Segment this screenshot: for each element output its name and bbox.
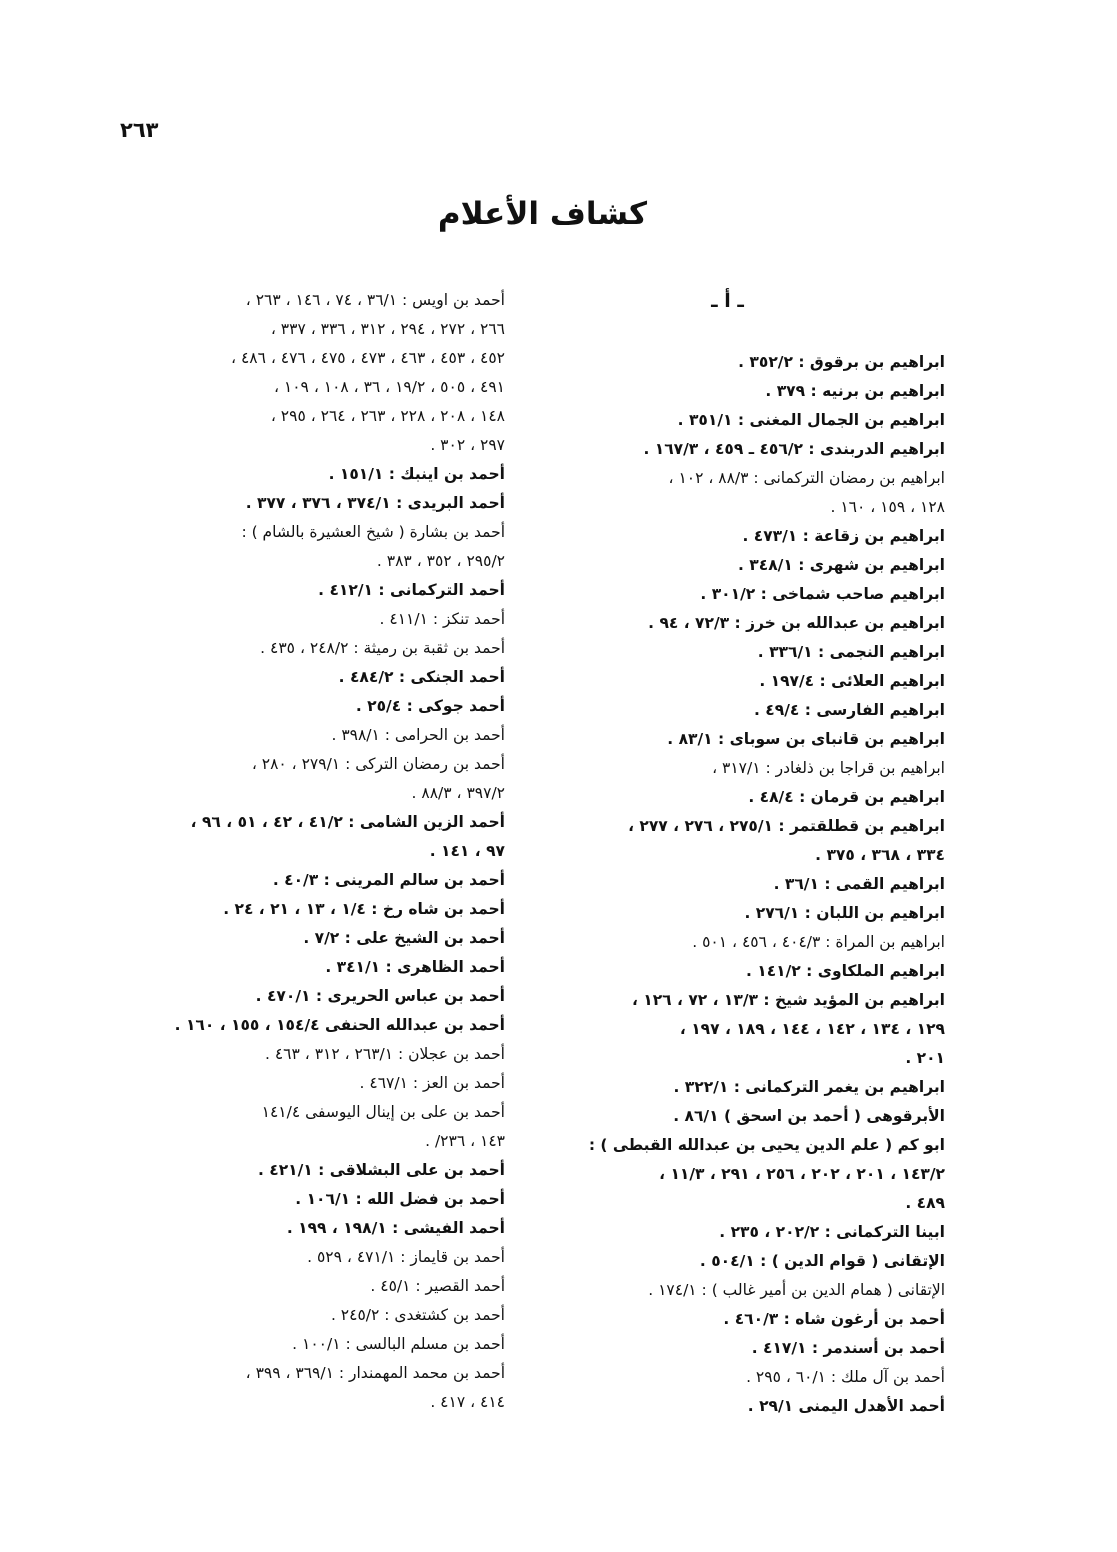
index-entry <box>550 348 945 377</box>
index-entry <box>105 866 505 895</box>
index-entry <box>105 1069 505 1098</box>
index-entry-line: الأبرقوهى ( أحمد بن اسحق ) ٨٦/١ . <box>673 1107 945 1125</box>
index-entry <box>550 870 945 899</box>
index-entry-line: ابراهيم بن قرمان : ٤٨/٤ . <box>748 788 945 806</box>
index-entry <box>105 1185 505 1214</box>
index-entry-line: ابينا التركمانى : ٢٠٢/٢ ، ٢٣٥ . <box>719 1223 945 1241</box>
index-entry <box>105 460 505 489</box>
index-entry <box>105 286 505 460</box>
index-entry-line: أحمد البريدى : ٣٧٤/١ ، ٣٧٦ ، ٣٧٧ . <box>245 494 505 512</box>
index-entry <box>550 1102 945 1131</box>
index-entry <box>550 580 945 609</box>
index-entry <box>550 1247 945 1276</box>
index-entry-line: ابراهيم صاحب شماخى : ٣٠١/٢ . <box>700 585 945 603</box>
index-entry-line: أحمد بن محمد المهمندار : ٣٦٩/١ ، ٣٩٩ ، <box>245 1364 505 1382</box>
index-entry-line: أحمد بن الحرامى : ٣٩٨/١ . <box>331 726 505 744</box>
index-entry <box>105 692 505 721</box>
index-entry <box>550 1073 945 1102</box>
index-entry-line: أحمد بن على بن إينال اليوسفى ١٤١/٤ <box>261 1103 505 1121</box>
index-entry-line: أحمد بن اينبك : ١٥١/١ . <box>328 465 505 483</box>
index-entry-line: ابراهيم بن قانباى بن سوباى : ٨٣/١ . <box>667 730 945 748</box>
index-entry-line: أحمد جوكى : ٢٥/٤ . <box>355 697 505 715</box>
index-column-left <box>105 286 505 1417</box>
index-entry <box>550 1218 945 1247</box>
index-entry-line: أحمد بن اويس : ٣٦/١ ، ٧٤ ، ١٤٦ ، ٢٦٣ ، <box>245 291 505 309</box>
index-entry-continuation: ١٢٩ ، ١٣٤ ، ١٤٢ ، ١٤٤ ، ١٨٩ ، ١٩٧ ، <box>679 1020 945 1038</box>
index-entry-continuation: ١٤٣/٢ ، ٢٠١ ، ٢٠٢ ، ٢٥٦ ، ٢٩١ ، ١١/٣ ، <box>659 1165 945 1183</box>
index-entry <box>550 1305 945 1334</box>
index-entry-line: أحمد الفيشى : ١٩٨/١ ، ١٩٩ . <box>286 1219 505 1237</box>
index-entry-continuation: ٢٦٦ ، ٢٧٢ ، ٢٩٤ ، ٣١٢ ، ٣٣٦ ، ٣٣٧ ، <box>270 320 505 338</box>
index-entry <box>550 1392 945 1421</box>
index-entry-line: ابراهيم بن اللبان : ٢٧٦/١ . <box>744 904 945 922</box>
index-entry <box>105 982 505 1011</box>
index-entry-continuation: ٤١٤ ، ٤١٧ . <box>430 1393 505 1411</box>
index-entry-line: أحمد الزين الشامى : ٤١/٢ ، ٤٢ ، ٥١ ، ٩٦ ، <box>190 813 505 831</box>
index-entry <box>105 1156 505 1185</box>
index-entry-continuation: ٢٩٥/٢ ، ٣٥٢ ، ٣٨٣ . <box>376 552 505 570</box>
index-entry-line: أحمد التركمانى : ٤١٢/١ . <box>318 581 505 599</box>
index-entry-continuation: ٣٣٤ ، ٣٦٨ ، ٣٧٥ . <box>815 846 945 864</box>
index-entry <box>550 928 945 957</box>
index-entry-continuation: ٤٨٩ . <box>905 1194 945 1212</box>
index-entry <box>550 957 945 986</box>
index-entry-line: أحمد بن مسلم البالسى : ١٠٠/١ . <box>292 1335 505 1353</box>
index-entry <box>550 725 945 754</box>
index-entry-line: أحمد الظاهرى : ٣٤١/١ . <box>325 958 505 976</box>
index-entry-line: أحمد بن ثقبة بن رميثة : ٢٤٨/٢ ، ٤٣٥ . <box>260 639 505 657</box>
index-entry <box>105 1098 505 1156</box>
index-entry-line: أحمد بن فضل الله : ١٠٦/١ . <box>295 1190 505 1208</box>
index-entry-line: أحمد بن قايماز : ٤٧١/١ ، ٥٢٩ . <box>307 1248 505 1266</box>
index-entry-line: أحمد الجنكى : ٤٨٤/٢ . <box>338 668 505 686</box>
index-entry <box>550 609 945 638</box>
index-entry <box>105 663 505 692</box>
index-entry-continuation: ٣٩٧/٢ ، ٨٨/٣ . <box>411 784 505 802</box>
index-entry <box>105 895 505 924</box>
index-entry <box>105 750 505 808</box>
index-entry-line: ابراهيم النجمى : ٣٣٦/١ . <box>757 643 945 661</box>
index-entry <box>550 1363 945 1392</box>
index-entry-line: ابراهيم بن المؤيد شيخ : ١٣/٣ ، ٧٢ ، ١٢٦ ، <box>631 991 945 1009</box>
index-entry <box>550 667 945 696</box>
index-entry <box>550 696 945 725</box>
index-entry <box>105 518 505 576</box>
index-entry-line: ابراهيم الدربندى : ٤٥٦/٢ ـ ٤٥٩ ، ١٦٧/٣ . <box>643 440 945 458</box>
index-entry-line: ابراهيم بن قراجا بن ذلغادر : ٣١٧/١ ، <box>712 759 945 777</box>
index-entry <box>550 638 945 667</box>
index-entry-line: أحمد بن أسندمر : ٤١٧/١ . <box>751 1339 945 1357</box>
index-entry-line: أحمد بن العز : ٤٦٧/١ . <box>359 1074 505 1092</box>
index-entry-continuation: ١٤٣ ، ٢٣٦/ . <box>425 1132 505 1150</box>
index-entry-continuation: ٩٧ ، ١٤١ . <box>429 842 505 860</box>
index-entry-line: ابراهيم بن برنيه : ٣٧٩ . <box>765 382 945 400</box>
index-entry <box>550 435 945 464</box>
index-entry <box>550 1276 945 1305</box>
index-entry-continuation: ١٤٨ ، ٢٠٨ ، ٢٢٨ ، ٢٦٣ ، ٢٦٤ ، ٢٩٥ ، <box>270 407 505 425</box>
index-entry-line: أحمد القصير : ٤٥/١ . <box>370 1277 505 1295</box>
index-entry-line: ابو كم ( علم الدين يحيى بن عبدالله القبطى ) : <box>588 1136 945 1154</box>
index-entry-continuation: ٢٩٧ ، ٣٠٢ . <box>430 436 505 454</box>
index-entry <box>550 464 945 522</box>
index-entry-line: أحمد بن آل ملك : ٦٠/١ ، ٢٩٥ . <box>746 1368 945 1386</box>
index-entry-line: ابراهيم بن برقوق : ٣٥٢/٢ . <box>738 353 945 371</box>
index-entry-line: ابراهيم القمى : ٣٦/١ . <box>773 875 945 893</box>
index-entry <box>550 754 945 783</box>
index-entry-line: ابراهيم بن قطلقتمر : ٢٧٥/١ ، ٢٧٦ ، ٢٧٧ ، <box>628 817 945 835</box>
index-entry-line: ابراهيم بن شهرى : ٣٤٨/١ . <box>737 556 945 574</box>
index-entry <box>105 605 505 634</box>
index-entry-continuation: ١٢٨ ، ١٥٩ ، ١٦٠ . <box>830 498 945 516</box>
index-entry <box>105 1040 505 1069</box>
index-entry-line: ابراهيم بن عبدالله بن خرز : ٧٢/٣ ، ٩٤ . <box>648 614 945 632</box>
index-column-right <box>550 286 945 1421</box>
index-entry <box>550 406 945 435</box>
index-entry-continuation: ٤٩١ ، ٥٠٥ ، ١٩/٢ ، ٣٦ ، ١٠٨ ، ١٠٩ ، <box>273 378 505 396</box>
index-entry-line: أحمد بن كشتغدى : ٢٤٥/٢ . <box>330 1306 505 1324</box>
index-entry-line: ابراهيم بن المراة : ٤٠٤/٣ ، ٤٥٦ ، ٥٠١ . <box>692 933 945 951</box>
index-entry-line: الإتقانى ( همام الدين بن أمير غالب ) : ١٧٤/١ . <box>648 1281 945 1299</box>
index-entry <box>105 953 505 982</box>
index-entry <box>550 783 945 812</box>
index-entry <box>550 812 945 870</box>
index-entry <box>105 808 505 866</box>
page-number: ٢٦٣ <box>120 118 159 142</box>
index-entry-continuation: ٤٥٢ ، ٤٥٣ ، ٤٦٣ ، ٤٧٣ ، ٤٧٥ ، ٤٧٦ ، ٤٨٦ ، <box>231 349 505 367</box>
index-entry <box>105 576 505 605</box>
index-entry-line: ابراهيم بن الجمال المغنى : ٣٥١/١ . <box>677 411 945 429</box>
index-entry-line: أحمد بن عبدالله الحنفى ١٥٤/٤ ، ١٥٥ ، ١٦٠ . <box>174 1016 505 1034</box>
index-entry-line: أحمد بن عجلان : ٢٦٣/١ ، ٣١٢ ، ٤٦٣ . <box>265 1045 505 1063</box>
index-entry <box>105 924 505 953</box>
index-entry-line: ابراهيم العلائى : ١٩٧/٤ . <box>759 672 945 690</box>
index-entry-line: الإتقانى ( قوام الدين ) : ٥٠٤/١ . <box>699 1252 945 1270</box>
index-entry <box>550 377 945 406</box>
index-entry <box>105 1011 505 1040</box>
index-entry-line: أحمد بن أرغون شاه : ٤٦٠/٣ . <box>723 1310 945 1328</box>
index-entry-line: ابراهيم الفارسى : ٤٩/٤ . <box>753 701 945 719</box>
index-entry <box>550 551 945 580</box>
index-entry-line: أحمد الأهدل اليمنى ٢٩/١ . <box>747 1397 945 1415</box>
index-entry-line: أحمد بن الشيخ على : ٧/٢ . <box>303 929 505 947</box>
index-entry-line: أحمد بن على البشلاقى : ٤٢١/١ . <box>257 1161 505 1179</box>
index-entry <box>105 1330 505 1359</box>
index-entry-line: أحمد بن سالم المرينى : ٤٠/٣ . <box>272 871 505 889</box>
index-entry-line: ابراهيم الملكاوى : ١٤١/٢ . <box>745 962 945 980</box>
index-entry-line: أحمد بن عباس الحريرى : ٤٧٠/١ . <box>255 987 505 1005</box>
index-entry <box>105 1214 505 1243</box>
index-entry <box>105 1272 505 1301</box>
index-entry <box>550 986 945 1073</box>
index-entry <box>105 489 505 518</box>
index-entry <box>105 1243 505 1272</box>
index-entry <box>105 1359 505 1417</box>
index-entry-line: أحمد بن شاه رخ : ١/٤ ، ١٣ ، ٢١ ، ٢٤ . <box>223 900 505 918</box>
index-entry-line: أحمد بن بشارة ( شيخ العشيرة بالشام ) : <box>241 523 505 541</box>
index-entry-line: أحمد تنكز : ٤١١/١ . <box>379 610 505 628</box>
index-entry-line: أحمد بن رمضان التركى : ٢٧٩/١ ، ٢٨٠ ، <box>251 755 505 773</box>
page-title: كشاف الأعلام <box>437 196 648 232</box>
index-entry-line: ابراهيم بن رمضان التركمانى : ٨٨/٣ ، ١٠٢ ، <box>668 469 945 487</box>
index-entry-continuation: ٢٠١ . <box>905 1049 945 1067</box>
index-entry <box>550 522 945 551</box>
index-entry <box>105 634 505 663</box>
index-entry-line: ابراهيم بن يغمر التركمانى : ٣٢٢/١ . <box>673 1078 945 1096</box>
index-entry <box>550 899 945 928</box>
section-letter: ـ أ ـ <box>711 290 744 312</box>
index-entry <box>550 1131 945 1218</box>
index-entry <box>105 1301 505 1330</box>
index-entry-line: ابراهيم بن زقاعة : ٤٧٣/١ . <box>742 527 945 545</box>
index-entry <box>105 721 505 750</box>
index-entry <box>550 1334 945 1363</box>
